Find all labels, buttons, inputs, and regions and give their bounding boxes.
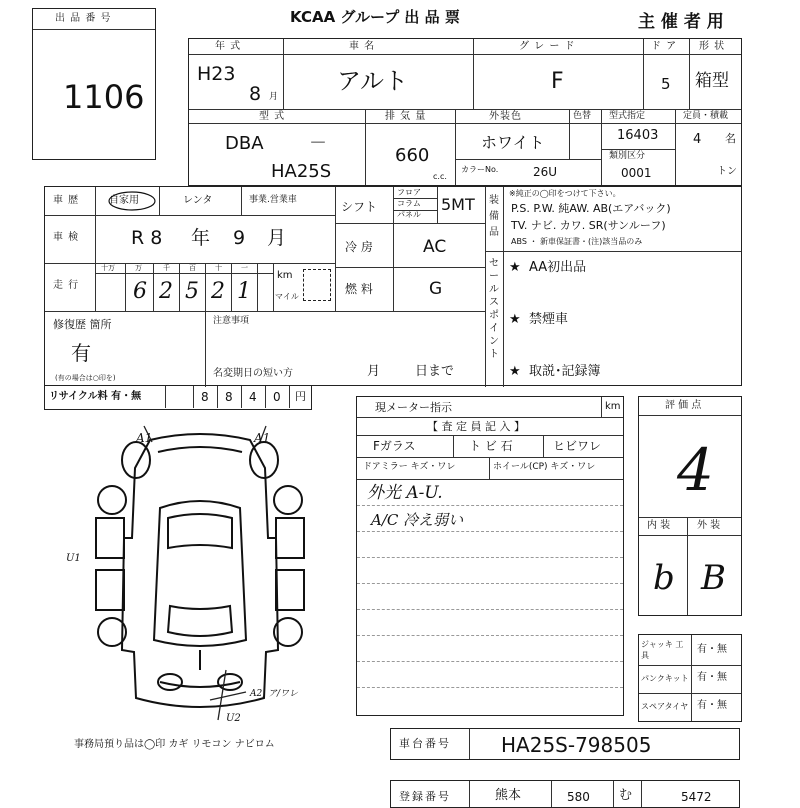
inspector-note-2: A/C 冷え弱い bbox=[371, 511, 464, 529]
cc-unit: c.c. bbox=[433, 172, 447, 181]
displacement-value: 660 bbox=[395, 145, 430, 166]
lot-number-label: 出 品 番 号 bbox=[55, 13, 112, 24]
meter-km-label: km bbox=[605, 401, 621, 412]
mark-u1: U1 bbox=[66, 553, 81, 564]
private-circle-mark bbox=[107, 190, 157, 212]
grade-label: グ レ ー ド bbox=[519, 41, 576, 52]
rating-box bbox=[638, 396, 742, 616]
meter-label: 現メーター指示 bbox=[375, 401, 452, 414]
mileage-unit-4: 十 bbox=[215, 264, 222, 272]
sales-star-1: ★ bbox=[509, 260, 521, 275]
recycle-digit-1: 8 bbox=[201, 390, 209, 404]
glass-label: Fガラス bbox=[373, 439, 416, 453]
name-label: 車 名 bbox=[349, 41, 376, 52]
capacity-value: 4 bbox=[693, 132, 702, 147]
equip-label: 装備品 bbox=[489, 195, 499, 238]
recycle-row bbox=[44, 386, 312, 410]
repair-note: (有の場合は○印を) bbox=[55, 374, 116, 382]
doors-label: ド ア bbox=[651, 41, 678, 52]
shift-option-panel[interactable]: パネル bbox=[397, 210, 421, 219]
mark-u2: U2 bbox=[226, 713, 241, 724]
mirror-label: ドアミラー キズ・ワレ bbox=[363, 462, 456, 472]
jack-label: ジャッキ 工 具 bbox=[641, 640, 684, 660]
form-title: KCAA グループ 出 品 票 bbox=[290, 8, 460, 26]
mark-ao: A2, ア/ワレ bbox=[250, 689, 298, 699]
model-dash: － bbox=[309, 133, 327, 154]
registration-box bbox=[390, 780, 740, 808]
mileage-unit-0: 十万 bbox=[101, 264, 115, 272]
yen-label: 円 bbox=[295, 390, 306, 403]
spare-value[interactable]: 有・無 bbox=[697, 700, 727, 711]
grade-value: F bbox=[551, 69, 564, 94]
shift-option-column[interactable]: コラム bbox=[397, 199, 421, 208]
lot-number-box bbox=[32, 8, 156, 160]
model-code: HA25S bbox=[271, 161, 332, 182]
history-business[interactable]: 事業.営業車 bbox=[249, 195, 297, 205]
displacement-label: 排 気 量 bbox=[385, 111, 427, 122]
spare-label: スペアタイヤ bbox=[641, 702, 689, 711]
score-label: 評 価 点 bbox=[665, 400, 702, 411]
inspector-note-1: 外光 A-U. bbox=[367, 483, 443, 503]
color-no-label: カラーNo. bbox=[461, 165, 499, 174]
history-table bbox=[44, 186, 742, 386]
year-month: 8 bbox=[249, 83, 262, 105]
type-spec-value: 16403 bbox=[617, 128, 659, 143]
equip-line1: P.S. P.W. 純AW. AB(エアバック) bbox=[511, 202, 671, 215]
color-change-label: 色替 bbox=[573, 111, 592, 121]
chassis-number: HA25S-798505 bbox=[501, 733, 652, 757]
shift-value: 5MT bbox=[441, 195, 475, 214]
ac-value: AC bbox=[423, 237, 447, 257]
sales-point-1: AA初出品 bbox=[529, 260, 587, 275]
shift-option-floor[interactable]: フロア bbox=[397, 188, 421, 197]
color-value: ホワイト bbox=[481, 133, 545, 152]
equipment-check-box bbox=[638, 634, 742, 722]
equip-line2: TV. ナビ. カワ. SR(サンルーフ) bbox=[511, 219, 666, 232]
recycle-digit-3: 4 bbox=[249, 390, 257, 404]
km-label: km bbox=[277, 270, 293, 281]
recycle-label: リサイクル料 有・無 bbox=[49, 391, 142, 402]
model-prefix: DBA bbox=[225, 133, 264, 154]
puncture-value[interactable]: 有・無 bbox=[697, 672, 727, 683]
ton-unit: トン bbox=[717, 166, 737, 177]
year-label: 年 式 bbox=[215, 41, 242, 52]
sales-point-3: 取説･記録簿 bbox=[529, 364, 601, 379]
body-label: 形 状 bbox=[699, 41, 726, 52]
color-label: 外装色 bbox=[489, 111, 522, 122]
score-value: 4 bbox=[677, 436, 714, 504]
jack-value[interactable]: 有・無 bbox=[697, 644, 727, 655]
registration-label: 登録番号 bbox=[399, 790, 451, 803]
inspection-month-unit: 月 bbox=[267, 227, 287, 249]
inspection-year-unit: 年 bbox=[191, 227, 211, 249]
registration-number: 5472 bbox=[681, 790, 712, 804]
type-spec-label: 型式指定 bbox=[609, 111, 646, 121]
sales-star-2: ★ bbox=[509, 312, 521, 327]
registration-class: 580 bbox=[567, 790, 590, 804]
mileage-digit-3: 5 bbox=[185, 279, 199, 304]
repair-value: 有 bbox=[71, 341, 91, 365]
glass-chip: ト ビ 石 bbox=[469, 439, 513, 453]
body-value: 箱型 bbox=[695, 71, 729, 91]
equip-line3: ABS ・ 新車保証書・(注)該当品のみ bbox=[511, 237, 643, 246]
ac-label: 冷 房 bbox=[345, 240, 373, 254]
fuel-value: G bbox=[429, 279, 443, 299]
interior-value: b bbox=[653, 558, 675, 598]
wheel-label: ホイール(CP) キズ・ワレ bbox=[493, 462, 596, 472]
year-era: H23 bbox=[197, 63, 236, 85]
color-no-value: 26U bbox=[533, 165, 558, 179]
notice-label: 注意事項 bbox=[213, 316, 250, 326]
shift-label: シフト bbox=[341, 200, 378, 214]
mark-a1-left: A1 bbox=[136, 431, 153, 445]
inspection-era: R 8 bbox=[131, 227, 163, 249]
sales-points-label: セールスポイント bbox=[489, 258, 499, 360]
recycle-digit-2: 8 bbox=[225, 390, 233, 404]
equip-note: ※純正の◯印をつけて下さい。 bbox=[509, 189, 621, 198]
history-private[interactable]: 自家用 bbox=[109, 195, 139, 206]
name-change-month: 月 bbox=[367, 364, 381, 379]
registration-kana: む bbox=[619, 788, 633, 803]
mileage-digit-4: 2 bbox=[211, 279, 225, 304]
car-damage-diagram bbox=[60, 420, 340, 730]
registration-place: 熊本 bbox=[495, 788, 522, 803]
recycle-digit-4: 0 bbox=[273, 390, 281, 404]
vehicle-table bbox=[188, 38, 742, 186]
month-unit: 月 bbox=[269, 92, 279, 102]
model-label: 型 式 bbox=[259, 111, 286, 122]
mileage-digit-5: 1 bbox=[237, 279, 251, 304]
name-change-label: 名変期日の短い方 bbox=[213, 368, 293, 379]
name-change-day: 日まで bbox=[415, 364, 455, 379]
history-rental[interactable]: レンタ bbox=[183, 195, 213, 206]
history-label: 車 歴 bbox=[53, 195, 80, 206]
mileage-unit-3: 百 bbox=[189, 264, 196, 272]
mark-a1-right: A1 bbox=[254, 431, 271, 445]
interior-label: 内 装 bbox=[647, 520, 671, 531]
exterior-label: 外 装 bbox=[697, 520, 721, 531]
sales-star-3: ★ bbox=[509, 364, 521, 379]
mileage-unit-1: 万 bbox=[135, 264, 142, 272]
chassis-label: 車台番号 bbox=[399, 737, 451, 750]
inspector-label: 【 査 定 員 記 入 】 bbox=[427, 420, 525, 433]
inspector-box bbox=[356, 396, 624, 716]
glass-crack: ヒビワレ bbox=[553, 439, 602, 453]
mileage-unit-5: 一 bbox=[241, 264, 248, 272]
puncture-label: パンクキット bbox=[641, 674, 689, 683]
inspection-month: 9 bbox=[233, 227, 246, 249]
mileage-unit-2: 千 bbox=[163, 264, 170, 272]
inspection-label: 車 検 bbox=[53, 232, 80, 243]
class-value: 0001 bbox=[621, 166, 652, 180]
fuel-label: 燃 料 bbox=[345, 282, 373, 296]
exterior-value: B bbox=[701, 558, 726, 598]
lot-number: 1106 bbox=[63, 78, 145, 116]
repair-label: 修復歴 箇所 bbox=[53, 318, 112, 331]
doors-value: 5 bbox=[661, 75, 671, 93]
car-name: アルト bbox=[337, 67, 409, 95]
mileage-digit-1: 6 bbox=[133, 279, 147, 304]
chassis-box bbox=[390, 728, 740, 760]
sales-point-2: 禁煙車 bbox=[529, 312, 569, 327]
capacity-label: 定員・積載 bbox=[683, 111, 729, 121]
organizer-label: 主 催 者 用 bbox=[638, 12, 724, 32]
capacity-unit: 名 bbox=[725, 132, 736, 145]
class-label: 類別区分 bbox=[609, 151, 646, 161]
mile-label: マイル bbox=[275, 292, 299, 301]
office-note: 事務局預り品は◯印 カギ リモコン ナビロム bbox=[74, 739, 275, 750]
mileage-digit-2: 2 bbox=[159, 279, 173, 304]
mileage-label: 走 行 bbox=[53, 280, 80, 291]
